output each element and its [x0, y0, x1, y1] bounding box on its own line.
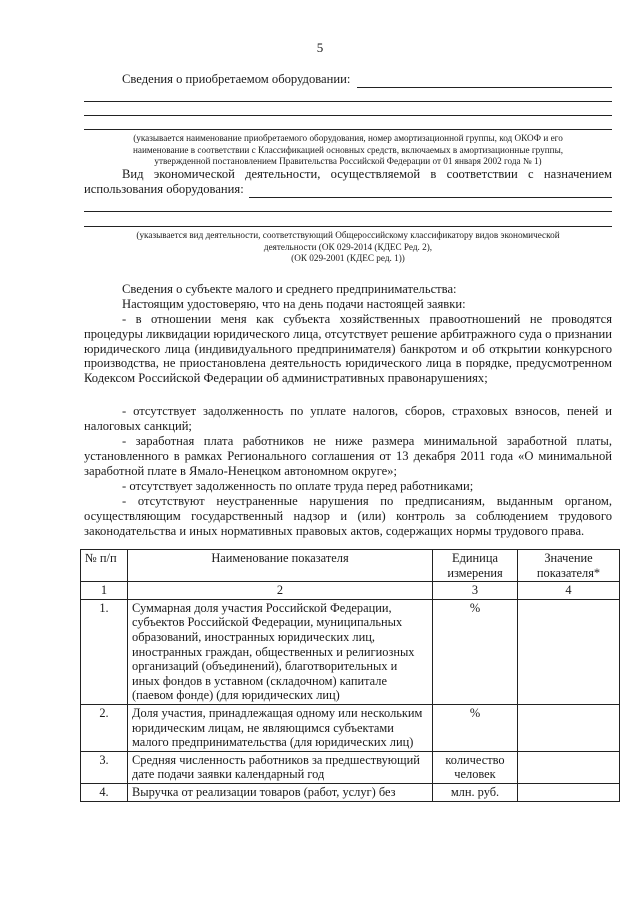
- header-indicator-name: Наименование показателя: [128, 550, 433, 582]
- column-number: 3: [433, 582, 518, 600]
- unit-cell: млн. руб.: [433, 783, 518, 801]
- table-row: [81, 599, 620, 704]
- column-number: 1: [81, 582, 128, 600]
- sme-certify: Настоящим удостоверяю, что на день подачи настоящей заявки:: [122, 297, 466, 311]
- sme-item: - заработная плата работников не ниже размера минимальной заработной платы, установленного в рамках Регионального соглашения от 13 декабря 2011 года «О минимальной заработной плате в Ямало-Ненецком автономном округе»;: [84, 434, 612, 478]
- value-cell[interactable]: [518, 704, 620, 751]
- activity-note: (указывается вид деятельности, соответствующий Общероссийскому классификатору видов экономической деятельности (ОК 029-2014 (КДЕС Ред. 2), (ОК 029-2001 (КДЕС ред. 1)): [136, 230, 560, 264]
- table-row: [81, 783, 620, 801]
- sme-item: - отсутствуют неустраненные нарушения по предписаниям, выданным органом, осуществляющим государственный надзор и (или) контроль за соблюдением трудового законодательства и иных нормативных правовых актов, содержащих нормы трудового права.: [84, 494, 612, 538]
- sme-item: - в отношении меня как субъекта хозяйственных правоотношений не проводятся процедуры ликвидации юридического лица, отсутствует решение арбитражного суда о признании юридического лица (индивидуального предпринимателя) банкротом и об открытии конкурсного производства, не приостановлена деятельность юридического лица в порядке, предусмотренном Кодексом Российской Федерации об административных правонарушениях;: [84, 312, 612, 386]
- row-number: 4.: [81, 783, 128, 801]
- unit-cell: %: [433, 704, 518, 751]
- indicator-name: Средняя численность работников за предшествующий дате подачи заявки календарный год: [128, 751, 433, 783]
- value-cell[interactable]: [518, 783, 620, 801]
- unit-cell: %: [433, 599, 518, 704]
- blank-line[interactable]: [84, 129, 612, 130]
- blank-line[interactable]: [84, 101, 612, 102]
- activity-input-line[interactable]: [249, 197, 612, 198]
- blank-line[interactable]: [84, 115, 612, 116]
- table-header-row: [81, 550, 620, 582]
- page-number: 5: [316, 40, 324, 55]
- table-numbering-row: [81, 582, 620, 600]
- row-number: 2.: [81, 704, 128, 751]
- blank-line[interactable]: [84, 211, 612, 212]
- equipment-label: Сведения о приобретаемом оборудовании:: [122, 72, 351, 86]
- row-number: 1.: [81, 599, 128, 704]
- value-cell[interactable]: [518, 599, 620, 704]
- value-cell[interactable]: [518, 751, 620, 783]
- header-unit: Единица измерения: [433, 550, 518, 582]
- header-number: № п/п: [81, 550, 128, 582]
- column-number: 2: [128, 582, 433, 600]
- activity-line2: использования оборудования:: [84, 182, 244, 196]
- indicator-name: Выручка от реализации товаров (работ, услуг) без: [128, 783, 433, 801]
- sme-heading: Сведения о субъекте малого и среднего предпринимательства:: [122, 282, 457, 296]
- sme-item: - отсутствует задолженность по уплате налогов, сборов, страховых взносов, пеней и налоговых санкций;: [84, 404, 612, 433]
- equipment-input-line[interactable]: [357, 87, 612, 88]
- table-row: [81, 751, 620, 783]
- blank-line[interactable]: [84, 226, 612, 227]
- header-value: Значение показателя*: [518, 550, 620, 582]
- indicators-table: [80, 549, 620, 802]
- equipment-note: (указывается наименование приобретаемого оборудования, номер амортизационной группы, код ОКОФ и его наименование в соответствии с Классификацией основных средств, включаемых в амортизационные группы, утвержденной постановлением Правительства Российской Федерации от 01 января 2002 года № 1): [132, 133, 564, 167]
- indicator-name: Доля участия, принадлежащая одному или нескольким юридическим лицам, не являющимся субъектами малого предпринимательства (для юридических лиц): [128, 704, 433, 751]
- row-number: 3.: [81, 751, 128, 783]
- indicator-name: Суммарная доля участия Российской Федерации, субъектов Российской Федерации, муниципальных образований, иностранных юридических лиц, иностранных граждан, общественных и религиозных организаций (объединений), благотворительных и иных фондов в уставном (складочном) капитале (паевом фонде) (для юридических лиц): [128, 599, 433, 704]
- sme-item: - отсутствует задолженность по оплате труда перед работниками;: [122, 479, 474, 493]
- activity-line1: Вид экономической деятельности, осуществляемой в соответствии с назначением: [122, 167, 612, 181]
- column-number: 4: [518, 582, 620, 600]
- unit-cell: количество человек: [433, 751, 518, 783]
- table-row: [81, 704, 620, 751]
